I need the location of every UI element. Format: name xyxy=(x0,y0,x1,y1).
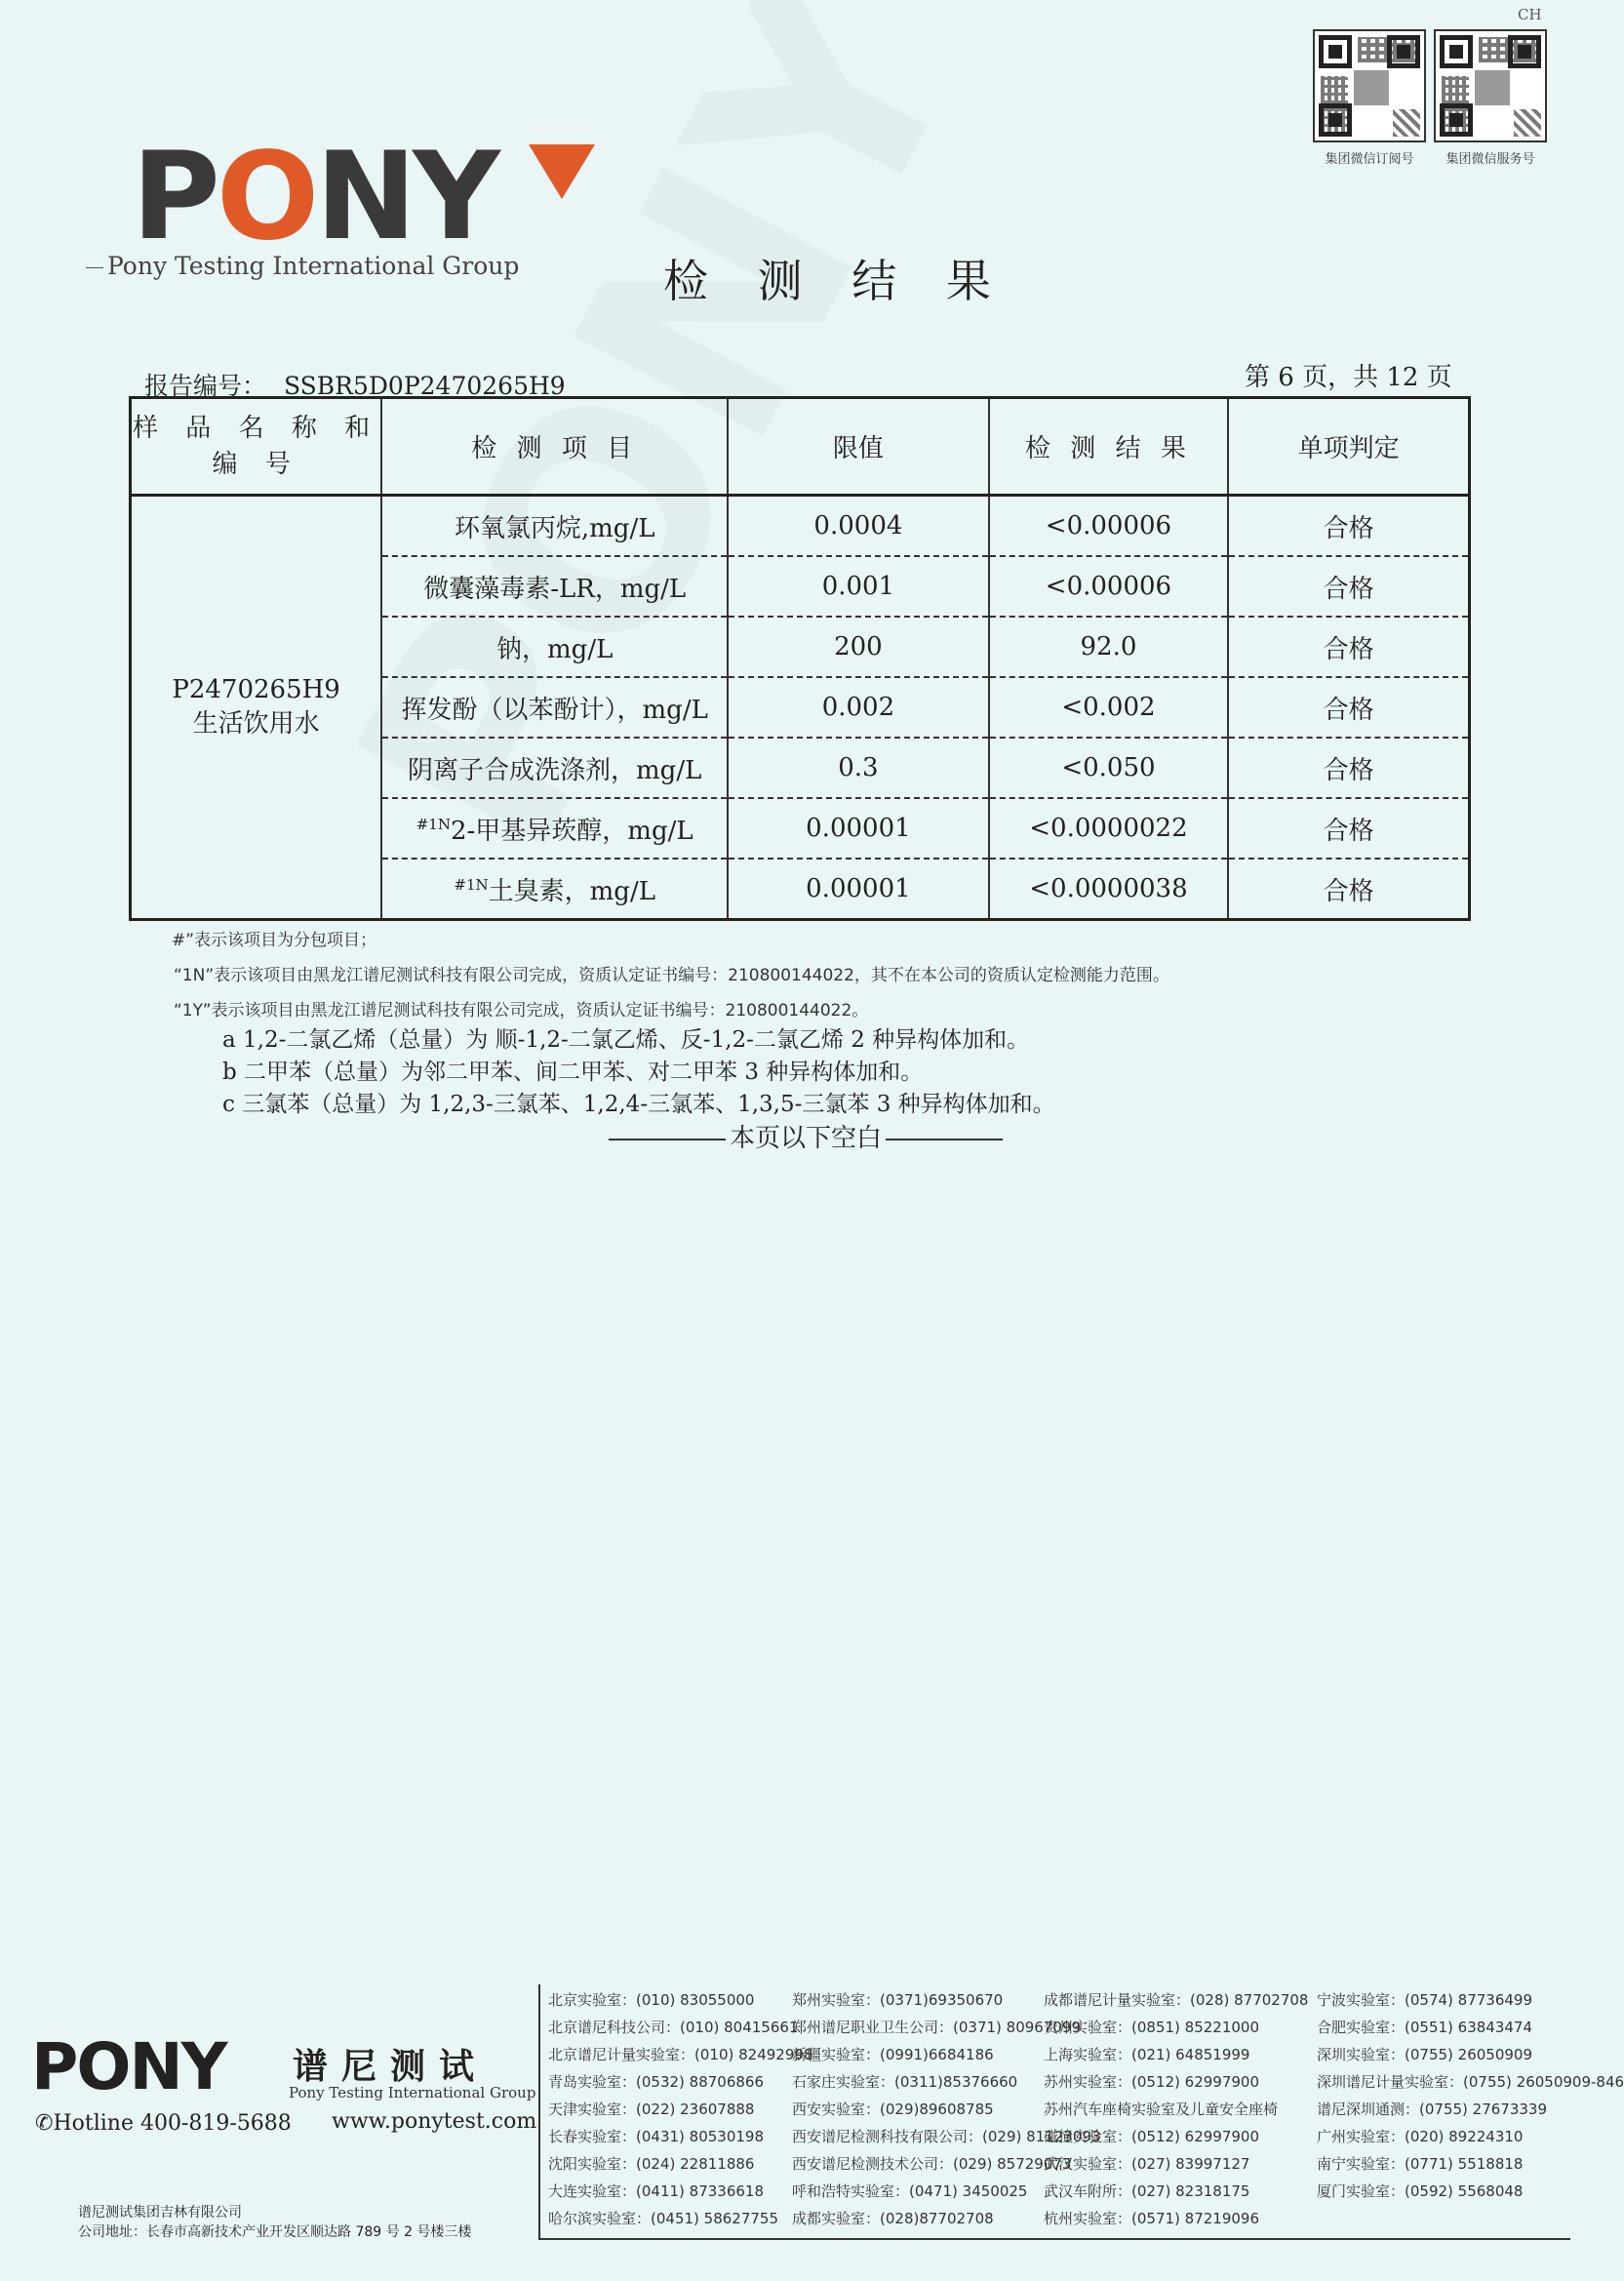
item-text: 挥发酚（以苯酚计），mg/L xyxy=(401,695,708,725)
lab-contact: 西安实验室：(029)89608785 xyxy=(792,2101,994,2118)
limit-cell: 0.002 xyxy=(728,677,988,738)
result-cell: <0.002 xyxy=(989,677,1229,738)
blank-page-note-text: 本页以下空白 xyxy=(730,1124,883,1153)
lab-contact: 成都实验室：(028)87702708 xyxy=(792,2210,994,2227)
lab-contact: 苏州实验室：(0512) 62997900 xyxy=(1044,2073,1259,2091)
footer-hotline-text: Hotline 400-819-5688 xyxy=(53,2111,292,2136)
report-number-label: 报告编号： xyxy=(144,372,267,400)
brand-tagline: Pony Testing International Group xyxy=(107,252,520,280)
header-verdict: 单项判定 xyxy=(1228,398,1469,496)
item-text: 钠，mg/L xyxy=(496,634,614,664)
lab-contact: 沈阳实验室：(024) 22811886 xyxy=(548,2155,755,2173)
limit-cell: 0.00001 xyxy=(728,798,988,859)
footer-logo: PONY xyxy=(31,2029,226,2104)
footer-company xyxy=(78,2203,471,2242)
verdict-cell: 合格 xyxy=(1228,556,1469,617)
lab-contact: 广州实验室：(020) 89224310 xyxy=(1317,2128,1524,2145)
footnote-c: c 三氯苯（总量）为 1,2,3-三氯苯、1,2,4-三氯苯、1,3,5-三氯苯 3 种异构体加和。 xyxy=(222,1092,1055,1117)
lab-contact: 武汉车附所：(027) 82318175 xyxy=(1044,2182,1250,2200)
corner-code: CH xyxy=(1518,6,1542,23)
header-item: 检 测 项 目 xyxy=(381,398,728,496)
page-info: 第 6 页，共 12 页 xyxy=(1245,363,1452,392)
lab-contact: 深圳谱尼计量实验室：(0755) 26050909-846 xyxy=(1317,2073,1624,2091)
lab-contact: 青岛实验室：(0532) 88706866 xyxy=(548,2073,764,2091)
sample-cell xyxy=(131,496,382,920)
qr-service xyxy=(1434,29,1547,167)
limit-cell: 0.0004 xyxy=(728,496,988,557)
qr-caption: 集团微信服务号 xyxy=(1446,152,1535,167)
note-subcontract: #”表示该项目为分包项目； xyxy=(172,931,377,950)
item-text: 环氧氯丙烷,mg/L xyxy=(454,513,655,543)
lab-contact: 呼和浩特实验室：(0471) 3450025 xyxy=(792,2182,1028,2200)
item-cell xyxy=(381,798,728,859)
results-table xyxy=(129,396,1471,921)
lab-contact: 上海实验室：(021) 64851999 xyxy=(1044,2046,1250,2063)
lab-contact: 南宁实验室：(0771) 5518818 xyxy=(1317,2155,1524,2173)
lab-contact: 长春实验室：(0431) 80530198 xyxy=(548,2128,764,2145)
lab-contact: 谱尼深圳通测：(0755) 27673339 xyxy=(1317,2101,1547,2118)
footer-en-name: Pony Testing International Group xyxy=(289,2084,536,2101)
lab-contact xyxy=(1317,2205,1561,2232)
item-text: 微囊藻毒素-LR，mg/L xyxy=(423,574,687,604)
item-cell xyxy=(381,738,728,798)
lab-contact: 宁波实验室：(0574) 87736499 xyxy=(1317,1991,1532,2009)
item-cell xyxy=(381,677,728,738)
lab-contact: 石家庄实验室：(0311)85376660 xyxy=(792,2073,1018,2091)
limit-cell: 0.00001 xyxy=(728,859,988,920)
footnotes xyxy=(222,1024,1055,1121)
lab-contact: 杭州实验室：(0571) 87219096 xyxy=(1044,2210,1259,2227)
lab-contact: 贵州实验室：(0851) 85221000 xyxy=(1044,2019,1259,2036)
item-cell xyxy=(381,859,728,920)
lab-contact: 北京谱尼计量实验室：(010) 82492998 xyxy=(548,2046,813,2063)
item-text: 阴离子合成洗涤剂，mg/L xyxy=(408,755,702,785)
lab-contact: 合肥实验室：(0551) 63843474 xyxy=(1317,2019,1532,2036)
lab-contact: 大连实验室：(0411) 87336618 xyxy=(548,2182,764,2200)
lab-contact: 郑州实验室：(0371)69350670 xyxy=(792,1991,1004,2009)
header-limit: 限值 xyxy=(728,398,988,496)
result-cell: <0.00006 xyxy=(989,496,1229,557)
header-sample xyxy=(131,398,382,496)
verdict-cell: 合格 xyxy=(1228,738,1469,798)
lab-contact: 厦门实验室：(0592) 5568048 xyxy=(1317,2182,1524,2200)
lab-contact: 碰撞实验室：(0512) 62997900 xyxy=(1044,2128,1259,2145)
limit-cell: 200 xyxy=(728,617,988,677)
lab-contact: 北京实验室：(010) 83055000 xyxy=(548,1991,755,2009)
limit-cell: 0.3 xyxy=(728,738,988,798)
table-row xyxy=(131,496,1470,557)
blank-page-note xyxy=(605,1118,1007,1154)
header-result: 检 测 结 果 xyxy=(989,398,1229,496)
lab-contact: 西安谱尼检测科技有限公司：(029) 81123093 xyxy=(792,2128,1101,2145)
qr-subscribe xyxy=(1313,29,1426,167)
lab-contact: 武汉实验室：(027) 83997127 xyxy=(1044,2155,1250,2173)
sample-id: P2470265H9 xyxy=(172,674,340,704)
note-1n: “1N”表示该项目由黑龙江谱尼测试科技有限公司完成，资质认定证书编号：210800144022，其不在本公司的资质认定检测能力范围。 xyxy=(174,966,1169,985)
verdict-cell: 合格 xyxy=(1228,859,1469,920)
logo-triangle-icon xyxy=(529,144,595,199)
result-cell: <0.00006 xyxy=(989,556,1229,617)
phone-icon: ✆ xyxy=(35,2111,54,2136)
lab-contact: 天津实验室：(022) 23607888 xyxy=(548,2101,755,2118)
footer-cn-name: 谱尼测试 xyxy=(293,2047,489,2087)
sample-name: 生活饮用水 xyxy=(192,709,320,739)
item-text: 2-甲基异莰醇，mg/L xyxy=(450,816,693,846)
footnote-b: b 二甲苯（总量）为邻二甲苯、间二甲苯、对二甲苯 3 种异构体加和。 xyxy=(222,1060,924,1085)
qr-caption: 集团微信订阅号 xyxy=(1325,152,1414,167)
verdict-cell: 合格 xyxy=(1228,617,1469,677)
result-cell: <0.050 xyxy=(989,738,1229,798)
result-cell: <0.0000038 xyxy=(989,859,1229,920)
lab-contact: 北京谱尼科技公司：(010) 80415661 xyxy=(548,2019,799,2036)
lab-contact: 新疆实验室：(0991)6684186 xyxy=(792,2046,994,2063)
qr-code-icon xyxy=(1313,29,1426,142)
result-cell: <0.0000022 xyxy=(989,798,1229,859)
report-number-value: SSBR5D0P2470265H9 xyxy=(283,372,566,400)
subcontract-mark: #1N xyxy=(454,875,489,894)
item-text: 土臭素，mg/L xyxy=(488,876,655,906)
footer-website[interactable]: www.ponytest.com xyxy=(332,2109,537,2134)
notes xyxy=(174,923,1169,1028)
result-cell: 92.0 xyxy=(989,617,1229,677)
limit-cell: 0.001 xyxy=(728,556,988,617)
lab-contacts xyxy=(538,1984,1624,2240)
lab-contact: 深圳实验室：(0755) 26050909 xyxy=(1317,2046,1532,2063)
item-cell xyxy=(381,496,728,557)
item-cell xyxy=(381,617,728,677)
header-sample-line1: 样 品 名 称 和 xyxy=(133,414,380,444)
item-cell xyxy=(381,556,728,617)
lab-contact: 西安谱尼检测技术公司：(029) 85729073 xyxy=(792,2155,1072,2173)
footnote-a: a 1,2-二氯乙烯（总量）为 顺-1,2-二氯乙烯、反-1,2-二氯乙烯 2 种异构体加和。 xyxy=(222,1027,1030,1053)
qr-code-icon xyxy=(1434,29,1547,142)
verdict-cell: 合格 xyxy=(1228,798,1469,859)
table-header-row xyxy=(131,398,1470,496)
verdict-cell: 合格 xyxy=(1228,677,1469,738)
verdict-cell: 合格 xyxy=(1228,496,1469,557)
company-address: 公司地址：长春市高新技术产业开发区顺达路 789 号 2 号楼三楼 xyxy=(78,2224,472,2240)
lab-contact: 郑州谱尼职业卫生公司：(0371) 80967099 xyxy=(792,2019,1081,2036)
page-title: 检 测 结 果 xyxy=(663,255,1009,307)
header-sample-line2: 编 号 xyxy=(212,449,300,479)
lab-contact: 哈尔滨实验室：(0451) 58627755 xyxy=(548,2210,778,2227)
lab-contact: 成都谱尼计量实验室：(028) 87702708 xyxy=(1044,1991,1309,2009)
footer-hotline xyxy=(35,2111,292,2136)
brand-logo: PONY xyxy=(132,127,496,267)
subcontract-mark: #1N xyxy=(416,815,451,833)
company-name: 谱尼测试集团吉林有限公司 xyxy=(78,2205,242,2221)
note-1y: “1Y”表示该项目由黑龙江谱尼测试科技有限公司完成，资质认定证书编号：210800144022。 xyxy=(174,1001,869,1020)
lab-contact: 苏州汽车座椅实验室及儿童安全座椅 xyxy=(1044,2101,1279,2118)
